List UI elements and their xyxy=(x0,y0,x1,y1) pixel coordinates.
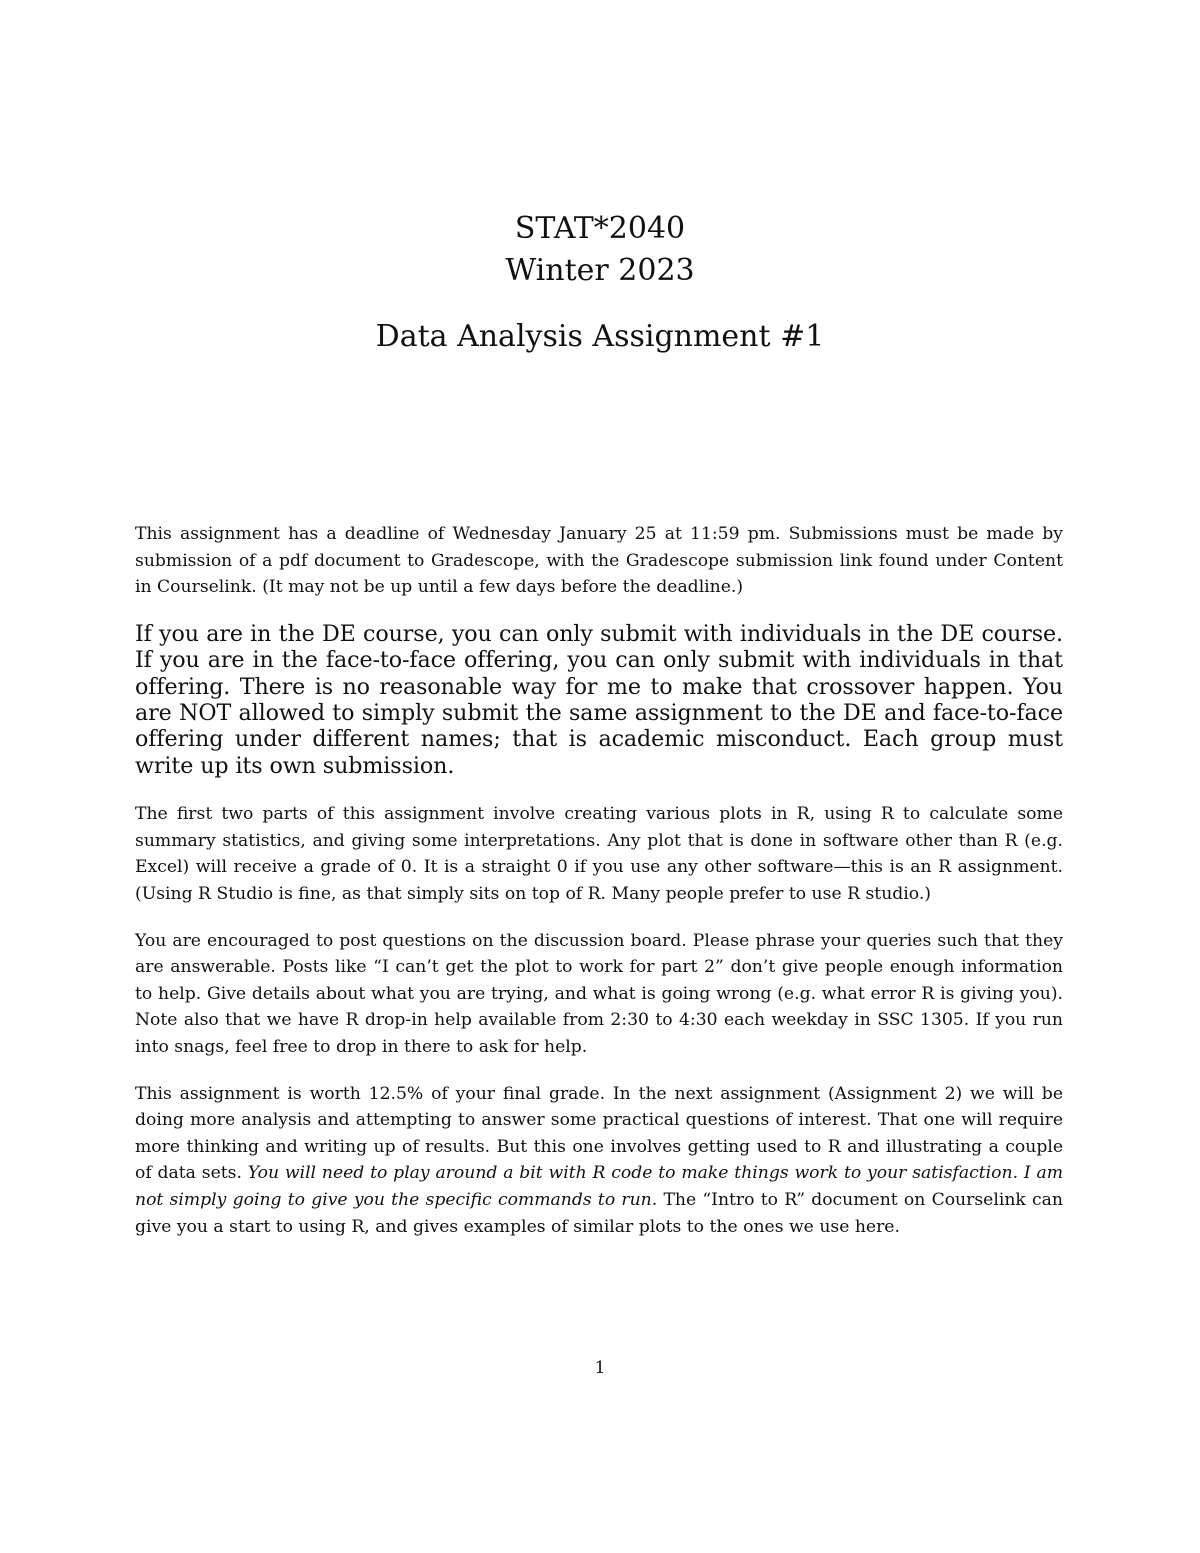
questions-paragraph: You are encouraged to post questions on the discussion board. Please phrase your queries such that they are answerable. Posts like “I can’t get the plot to work for part 2” don’t give people enough information to help. Give details about what you are trying, and what is going wrong (e.g. what error R is giving you). Note also that we have R drop-in help available from 2:30 to 4:30 each weekday in SSC 1305. If you run into snags, feel free to drop in there to ask for help. xyxy=(135,930,1063,1057)
page-number: 1 xyxy=(594,1358,606,1378)
worth-paragraph xyxy=(135,1081,1063,1241)
worth-intro-text: This assignment is worth 12.5% of your final grade. In the next assignment (Assignment 2) we will be doing more analysis and attempting to answer some practical questions of interest. That one will require more thinking and writing up of results. But this one involves getting used to R and illustrating a couple of data sets. xyxy=(135,1083,1063,1184)
assignment-title: Data Analysis Assignment #1 xyxy=(375,319,825,354)
course-code: STAT*2040 xyxy=(514,211,686,246)
term: Winter 2023 xyxy=(505,253,695,288)
document-body xyxy=(135,521,1063,1260)
worth-outro-text: The “Intro to R” document on Courselink can give you a start to using R, and gives examples of similar plots to the ones we use here. xyxy=(135,1189,1063,1237)
deadline-paragraph: This assignment has a deadline of Wednesday January 25 at 11:59 pm. Submissions must be made by submission of a pdf document to Gradescope, with the Gradescope submission link found under Content in Courselink. (It may not be up until a few days before the deadline.) xyxy=(135,524,1063,598)
group-rules-paragraph: If you are in the DE course, you can only submit with individuals in the DE course. If you are in the face-to-face offering, you can only submit with individuals in that offering. There is no reasonable way for me to make that crossover happen. You are NOT allowed to simply submit the same assignment to the DE and face-to-face offering under different names; that is academic misconduct. Each group must write up its own submission. xyxy=(135,620,1063,779)
software-paragraph: The first two parts of this assignment involve creating various plots in R, using R to calculate some summary statistics, and giving some interpretations. Any plot that is done in software other than R (e.g. Excel) will receive a grade of 0. It is a straight 0 if you use any other software—this is an R assignment. (Using R Studio is fine, as that simply sits on top of R. Many people prefer to use R studio.) xyxy=(135,804,1063,904)
worth-italic-text: You will need to play around a bit with R code to make things work to your satisfaction. I am not simply going to give you the specific commands to run. xyxy=(135,1163,1064,1210)
title-block xyxy=(0,208,1200,358)
